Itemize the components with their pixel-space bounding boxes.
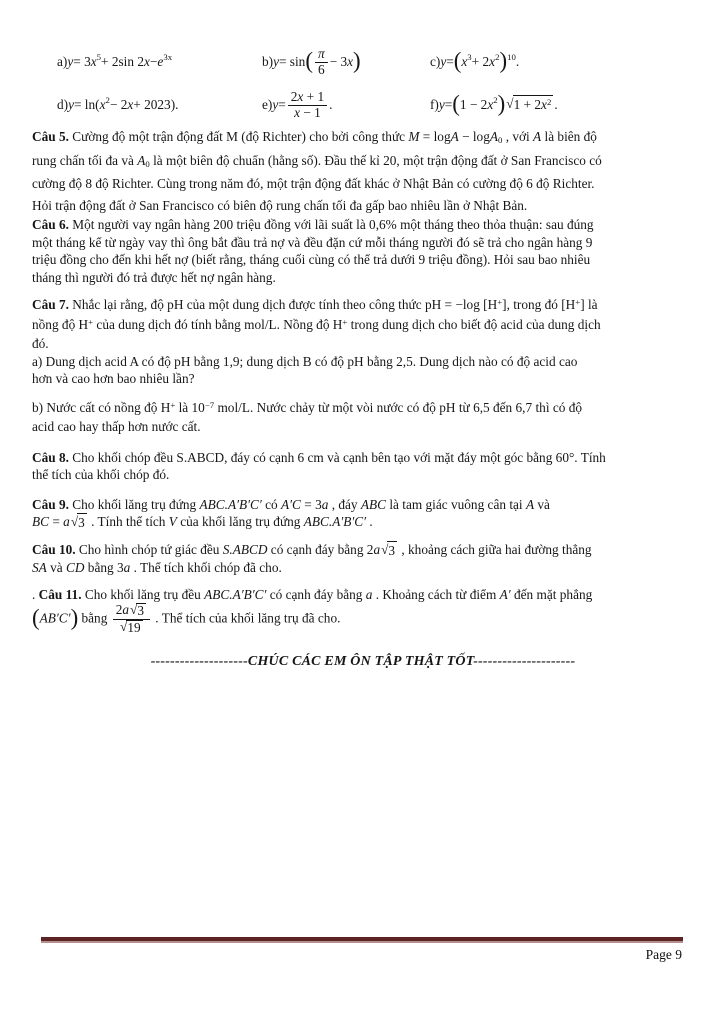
formula: b) y = sin ( $\frac{\pi}{6}$ − 3 x ) (262, 45, 361, 77)
formula: a) y = 3 x 5 + 2sin 2 x − e 3x (57, 52, 173, 70)
fraction: $\frac{\pi}{6}$ (315, 47, 328, 78)
text-line: Câu 5. Cường độ một trận động đất M (độ Richter) cho bởi công thức M = logA − logA0 , với A là biên độ (32, 129, 597, 146)
text-line: đó. (32, 336, 49, 351)
closing-line (32, 653, 694, 671)
formula: e) y = $\frac{2x + 1}{x - 1}$ . (262, 88, 333, 120)
fraction: $\frac{2x + 1}{x - 1}$ (288, 90, 327, 121)
text-line: rung chấn tối đa và A0 là một biên độ chuẩn (hằng số). Đầu thế kỉ 20, một trận động đất ở San Francisco có (32, 152, 602, 169)
formula: f) y = ( 1 − 2 x 2 ) $√1 + 2x^2$ . (430, 91, 558, 116)
paragraph (32, 216, 694, 286)
footer-rule (41, 937, 683, 943)
square-root: √19 (120, 618, 141, 635)
paragraph (32, 449, 694, 484)
text-line: Câu 9. Cho khối lăng trụ đứng ABC.A′B′C′ có A′C = 3a , đáy ABC là tam giác vuông cân tại A và (32, 496, 550, 512)
text-line: cường độ 8 độ Richter. Cùng trong năm đó, một trận động đất khác ở Nhật Bản có cường độ 6 độ Richter. (32, 176, 595, 191)
text-line: acid cao hay thấp hơn nước cất. (32, 419, 201, 434)
paragraph (32, 586, 694, 636)
text-line: thể tích của khối chóp đó. (32, 467, 170, 482)
square-root: √3 (381, 541, 396, 558)
text-line: Câu 10. Cho hình chóp tứ giác đều S.ABCD có cạnh đáy bằng 2a√3 , khoảng cách giữa hai đường thẳng (32, 541, 592, 558)
paragraph (32, 126, 694, 216)
paragraph (32, 541, 694, 577)
text-line: Câu 8. Cho khối chóp đều S.ABCD, đáy có cạnh 6 cm và cạnh bên tạo với mặt đáy một góc bằng 60°. Tính (32, 449, 606, 465)
text-line: nồng độ H+ của dung dịch đó tính bằng mol/L. Nồng độ H+ trong dung dịch cho biết độ acid của dung dịch (32, 316, 601, 332)
square-root: √3 (70, 514, 85, 530)
text-line: SA và CD bằng 3a . Thể tích khối chóp đã cho. (32, 560, 282, 575)
footer-rule-light-line (41, 941, 683, 943)
text-line: một tháng kể từ ngày vay thì ông bắt đầu trả nợ và đều đặn cứ mỗi tháng người đó sẽ trả cho ngân hàng 9 (32, 234, 593, 250)
paragraph (32, 399, 694, 436)
fraction: $\frac{2a√3}{√19}$ (113, 603, 150, 636)
formula: c) y = ( x 3 + 2 x 2 ) 10 . (430, 48, 520, 73)
text-line: Câu 7. Nhắc lại rằng, độ pH của một dung dịch được tính theo công thức pH = −log [H+], trong đó [H+] là (32, 297, 598, 312)
text-line: hơn và cao hơn bao nhiêu lần? (32, 371, 195, 386)
text-line: a) Dung dịch acid A có độ pH bằng 1,9; dung dịch B có độ pH bằng 2,5. Dung dịch nào có độ acid cao (32, 353, 578, 369)
text-line: Hỏi trận động đất ở San Francisco có biên độ rung chấn tối đa gấp bao nhiêu lần ở Nhật Bản. (32, 197, 528, 213)
text-line: tháng thì người đó trả được hết nợ ngân hàng. (32, 269, 276, 285)
big-paren: ( (32, 605, 40, 631)
square-root: √3 (130, 602, 144, 618)
formula-row (32, 40, 694, 84)
text-line: Câu 6. Một người vay ngân hàng 200 triệu đồng với lãi suất là 0,6% một tháng theo thỏa thuận: sau đúng (32, 217, 594, 232)
paragraph (32, 496, 694, 532)
big-paren: ) (70, 605, 79, 631)
text-line: BC = a√3 . Tính thể tích V của khối lăng trụ đứng ABC.A′B′C′ . (32, 514, 373, 530)
page-number: Page 9 (645, 947, 682, 962)
square-root: $√1 + 2x^2$ (506, 95, 553, 116)
text-line: b) Nước cất có nồng độ H+ là $10^{-7}$ mol/L. Nước chảy từ một vòi nước có độ pH từ 6,5 đến 6,7 thì có độ (32, 399, 583, 415)
text-line: triệu đồng cho đến khi hết nợ (biết rằng, tháng cuối cùng có thể trả dưới 9 triệu đồng). Hỏi sau bao nhiêu (32, 252, 591, 267)
text-line: . Câu 11. Cho khối lăng trụ đều ABC.A′B′C′ có cạnh đáy bằng a . Khoảng cách từ điểm A′ đến mặt phẳng (32, 586, 593, 602)
formula-row (32, 84, 694, 126)
formula: d) y = ln( x 2 − 2 x + 2023). (57, 95, 179, 113)
paragraph (32, 296, 694, 388)
text-line: --------------------CHÚC CÁC EM ÔN TẬP THẬT TỐT--------------------- (150, 653, 576, 669)
text-line: (AB′C′) bằng $\frac{2a√3}{√19}$ . Thể tích của khối lăng trụ đã cho. (32, 602, 341, 635)
